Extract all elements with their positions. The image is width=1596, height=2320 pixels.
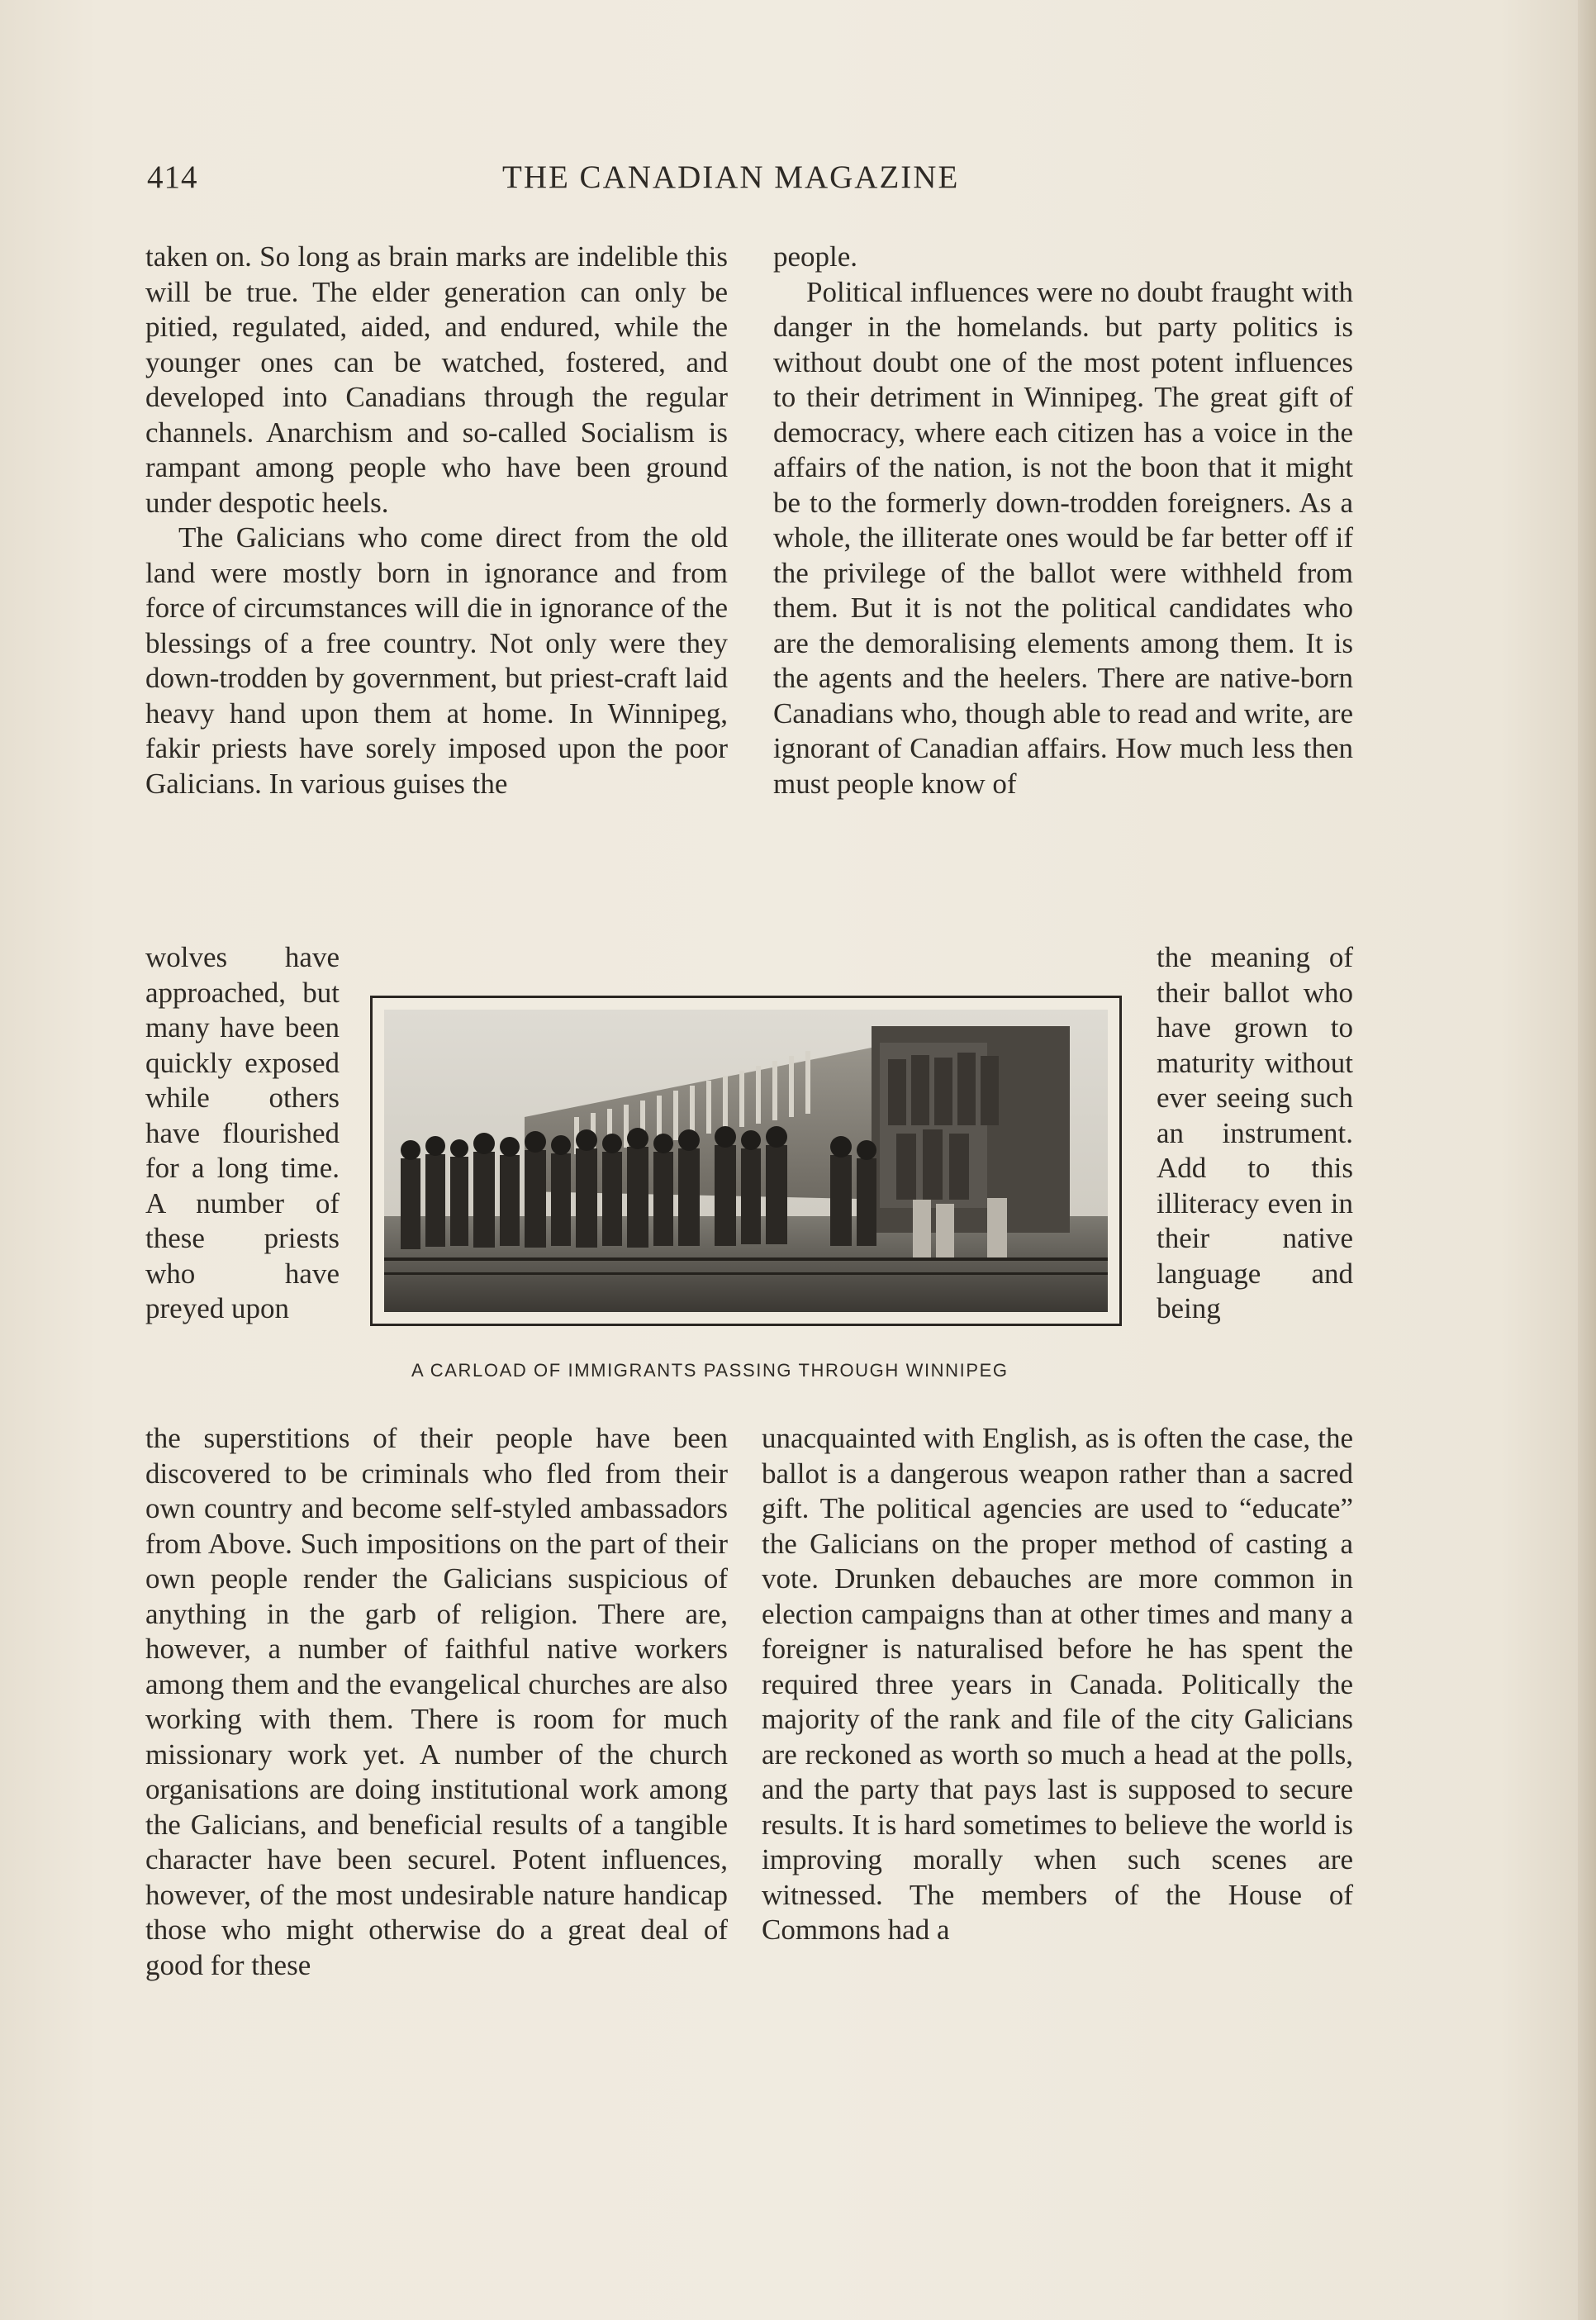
right-paragraph-2: Political influences were no doubt fraught with danger in the homelands. but party politics is without doubt one of the most potent influences to their detriment in Winnipeg. The great gift of democracy, where each citizen has a voice in the affairs of the nation, is not the boon that it might be to the formerly down-trodden foreigners. As a whole, the illiterate ones would be far better off if the privilege of the ballot were withheld from them. But it is not the political candidates who are the demoralising elements among them. It is the agents and the heelers. There are native-born Canadians who, though able to read and write, are ignorant of Canadian affairs. How much less then must people know of	[773, 275, 1353, 800]
railcar-photo-illustration	[384, 1010, 1108, 1312]
left-paragraph-1: taken on. So long as brain marks are indelible this will be true. The elder generation can only be pitied, regulated, aided, and endured, while the younger ones can be watched, fostered, and developed into Canadians through the regular channels. Anarchism and so-called Socialism is rampant among people who have been ground under despotic heels.	[145, 240, 728, 519]
right-column-bottom	[762, 1421, 1353, 1948]
left-column-bottom	[145, 1421, 728, 1983]
left-paragraph-3: the superstitions of their people have been discovered to be criminals who fled from their own country and become self-styled ambassadors from Above. Such impositions on the part of their own people render the Galicians suspicious of anything in the garb of religion. There are, however, a number of faithful native workers among them and the evangelical churches are also working with them. There is room for much missionary work yet. A number of the church organisations are doing institutional work among the Galicians, and beneficial results of a tangible character have been securel. Potent influences, however, of the most undesirable nature handicap those who might otherwise do a great deal of good for these	[145, 1422, 728, 1981]
left-column-wrap-text	[145, 940, 340, 1327]
left-wrap-paragraph: wolves have approached, but many have been quickly exposed while others have flourished for a long time. A number of these priests who have preyed upon	[145, 941, 340, 1324]
immigrants-photograph	[370, 996, 1122, 1326]
right-paragraph-1: people.	[773, 240, 858, 273]
right-wrap-paragraph: the meaning of their ballot who have grown to maturity without ever seeing such an instrument. Add to this illiteracy even in their native language and being	[1157, 941, 1353, 1324]
page-edge	[1578, 0, 1596, 2320]
right-column-top	[773, 240, 1353, 801]
right-column-wrap-text	[1157, 940, 1353, 1327]
figure-caption: A CARLOAD OF IMMIGRANTS PASSING THROUGH WINNIPEG	[411, 1360, 1009, 1381]
right-paragraph-3: unacquainted with English, as is often the case, the ballot is a dangerous weapon rather than a sacred gift. The political agencies are used to “educate” the Galicians on the proper method of casting a vote. Drunken debauches are more common in election campaigns than at other times and many a foreigner is naturalised before he has spent the required three years in Canada. Politically the majority of the rank and file of the city Galicians are reckoned as worth so much a head at the polls, and the party that pays last is supposed to secure results. It is hard sometimes to believe the world is improving morally when such scenes are witnessed. The members of the House of Commons had a	[762, 1422, 1353, 1946]
magazine-title: THE CANADIAN MAGAZINE	[502, 159, 960, 195]
page-number: 414	[147, 159, 198, 195]
left-column-top	[145, 240, 728, 801]
running-head	[147, 159, 1353, 208]
left-paragraph-2: The Galicians who come direct from the old land were mostly born in ignorance and from force of circumstances will die in ignorance of the blessings of a free country. Not only were they down-trodden by government, but priest-craft laid heavy hand upon them at home. In Winnipeg, fakir priests have sorely imposed upon the poor Galicians. In various guises the	[145, 521, 728, 800]
